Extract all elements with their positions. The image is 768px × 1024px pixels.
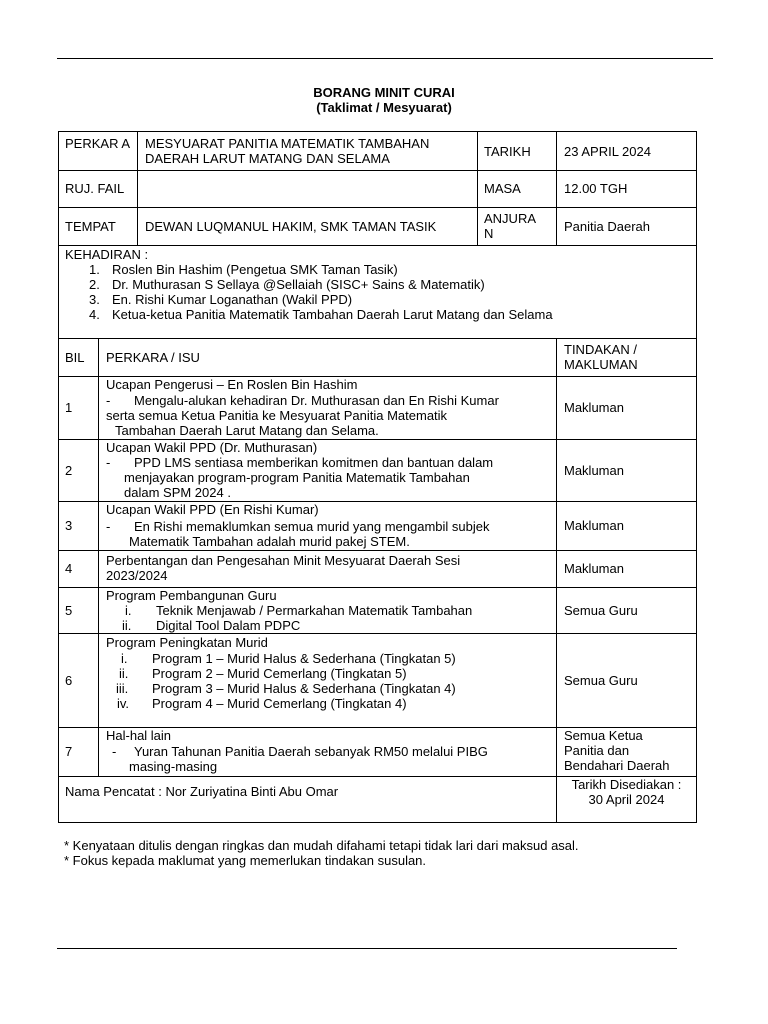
row-title: Ucapan Wakil PPD (Dr. Muthurasan) [106, 440, 318, 455]
kehadiran-item: Ketua-ketua Panitia Matematik Tambahan Daerah Larut Matang dan Selama [112, 307, 553, 322]
kehadiran-item: Dr. Muthurasan S Sellaya @Sellaiah (SISC+ Sains & Matematik) [112, 277, 485, 292]
tarikh-value: 23 APRIL 2024 [564, 144, 651, 159]
row-item: Program 3 – Murid Halus & Sederhana (Tingkatan 4) [152, 681, 456, 696]
anjuran-value: Panitia Daerah [564, 219, 650, 234]
row-line: Tambahan Daerah Larut Matang dan Selama. [115, 423, 379, 438]
row-line: PPD LMS sentiasa memberikan komitmen dan bantuan dalam [134, 455, 494, 470]
row-line: Perbentangan dan Pengesahan Minit Mesyuarat Daerah Sesi [106, 553, 461, 568]
row-line: dalam SPM 2024 . [124, 485, 231, 500]
kehadiran-item: En. Rishi Kumar Loganathan (Wakil PPD) [112, 292, 353, 307]
row-tindakan: Makluman [564, 561, 624, 576]
info-col-divider [137, 132, 138, 245]
header-tindakan-line2: MAKLUMAN [564, 357, 638, 372]
tarikh-label: TARIKH [484, 144, 531, 159]
row-bil: 3 [65, 518, 73, 533]
minutes-col-divider [556, 338, 557, 822]
row-dash: - [106, 519, 111, 534]
row-dash: - [106, 393, 111, 408]
row-line: Mengalu-alukan kehadiran Dr. Muthurasan dan En Rishi Kumar [134, 393, 499, 408]
row-item-num: i. [121, 651, 128, 666]
masa-value: 12.00 TGH [564, 181, 628, 196]
minutes-row-divider [59, 338, 696, 339]
info-table [58, 131, 697, 246]
row-tindakan: Semua Guru [564, 603, 638, 618]
minutes-col-divider [98, 338, 99, 776]
row-line: serta semua Ketua Panitia ke Mesyuarat Panitia Matematik [106, 408, 448, 423]
row-tindakan: Bendahari Daerah [564, 758, 670, 773]
row-bil: 7 [65, 744, 73, 759]
row-line: 2023/2024 [106, 568, 168, 583]
anjuran-label: ANJURA N [484, 211, 536, 241]
row-title: Ucapan Pengerusi – En Roslen Bin Hashim [106, 377, 358, 392]
row-item-num: iii. [116, 681, 129, 696]
row-tindakan: Makluman [564, 400, 624, 415]
kehadiran-box [58, 244, 697, 339]
header-perkara: PERKARA / ISU [106, 350, 200, 365]
row-title: Ucapan Wakil PPD (En Rishi Kumar) [106, 502, 319, 517]
minutes-table [58, 338, 697, 823]
row-tindakan: Semua Ketua [564, 728, 643, 743]
row-dash: - [106, 455, 111, 470]
row-item: Teknik Menjawab / Permarkahan Matematik Tambahan [156, 603, 473, 618]
row-tindakan: Makluman [564, 463, 624, 478]
header-tindakan-line1: TINDAKAN / [564, 342, 637, 357]
perkara-value-line2: DAERAH LARUT MATANG DAN SELAMA [145, 151, 390, 166]
info-row-divider [59, 207, 696, 208]
ruj-fail-label: RUJ. FAIL [65, 181, 125, 196]
row-item: Program 4 – Murid Cemerlang (Tingkatan 4) [152, 696, 407, 711]
minutes-row-divider [59, 550, 696, 551]
row-bil: 5 [65, 603, 73, 618]
tarikh-disediakan-label: Tarikh Disediakan : [571, 777, 682, 792]
nama-pencatat: Nama Pencatat : Nor Zuriyatina Binti Abu Omar [65, 784, 339, 799]
row-line: masing-masing [129, 759, 218, 774]
row-bil: 2 [65, 463, 73, 478]
top-rule [57, 58, 713, 59]
row-dash: - [112, 744, 117, 759]
row-line: Yuran Tahunan Panitia Daerah sebanyak RM50 melalui PIBG [134, 744, 488, 759]
note: * Fokus kepada maklumat yang memerlukan tindakan susulan. [64, 853, 427, 868]
row-item-num: iv. [117, 696, 130, 711]
row-tindakan: Makluman [564, 518, 624, 533]
row-title: Program Peningkatan Murid [106, 635, 268, 650]
kehadiran-num: 1. [89, 262, 100, 277]
kehadiran-num: 4. [89, 307, 100, 322]
row-bil: 6 [65, 673, 73, 688]
tarikh-disediakan-value: 30 April 2024 [588, 792, 665, 807]
info-row-divider [59, 170, 696, 171]
perkara-value-line1: MESYUARAT PANITIA MATEMATIK TAMBAHAN [145, 136, 430, 151]
header-bil: BIL [65, 350, 85, 365]
masa-label: MASA [484, 181, 521, 196]
tempat-label: TEMPAT [65, 219, 116, 234]
page-subtitle: (Taklimat / Mesyuarat) [316, 100, 452, 115]
row-title: Program Pembangunan Guru [106, 588, 277, 603]
row-item: Digital Tool Dalam PDPC [156, 618, 301, 633]
kehadiran-item: Roslen Bin Hashim (Pengetua SMK Taman Tasik) [112, 262, 398, 277]
row-item-num: ii. [122, 618, 132, 633]
kehadiran-label: KEHADIRAN : [65, 247, 149, 262]
row-bil: 1 [65, 400, 73, 415]
row-tindakan: Semua Guru [564, 673, 638, 688]
info-col-divider [477, 132, 478, 245]
info-col-divider [556, 132, 557, 245]
row-tindakan: Panitia dan [564, 743, 630, 758]
page-title: BORANG MINIT CURAI [313, 85, 455, 100]
row-line: Matematik Tambahan adalah murid pakej STEM. [129, 534, 410, 549]
row-item: Program 2 – Murid Cemerlang (Tingkatan 5) [152, 666, 407, 681]
row-bil: 4 [65, 561, 73, 576]
kehadiran-num: 3. [89, 292, 100, 307]
row-item-num: i. [125, 603, 132, 618]
tempat-value: DEWAN LUQMANUL HAKIM, SMK TAMAN TASIK [145, 219, 437, 234]
minutes-row-divider [59, 633, 696, 634]
bottom-rule [57, 948, 677, 949]
row-line: En Rishi memaklumkan semua murid yang mengambil subjek [134, 519, 490, 534]
row-title: Hal-hal lain [106, 728, 172, 743]
row-line: menjayakan program-program Panitia Matematik Tambahan [124, 470, 470, 485]
note: * Kenyataan ditulis dengan ringkas dan mudah difahami tetapi tidak lari dari maksud asal. [64, 838, 579, 853]
perkara-label: PERKAR A [65, 136, 131, 151]
row-item-num: ii. [119, 666, 129, 681]
kehadiran-num: 2. [89, 277, 100, 292]
row-item: Program 1 – Murid Halus & Sederhana (Tingkatan 5) [152, 651, 456, 666]
